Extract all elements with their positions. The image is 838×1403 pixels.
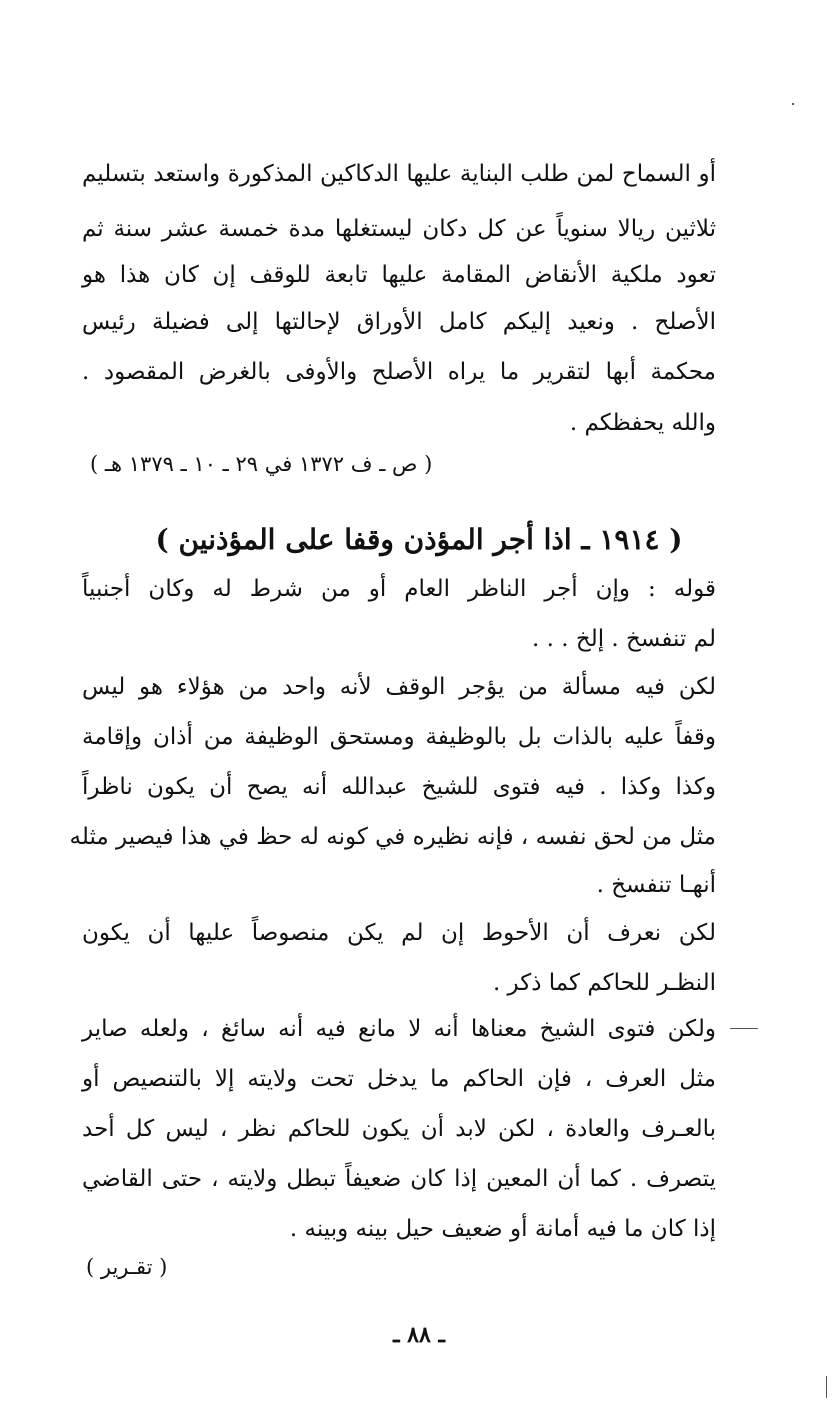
quote-line: لم تنفسخ . إلخ . . . [531, 626, 716, 652]
paragraph1-line: ثلاثين ريالا سنوياً عن كل دكان ليستغلها مدة خمسة عشر سنة ثم [82, 216, 716, 242]
paragraph2-line: مثل من لحق نفسه ، فإنه نظيره في كونه له حظ في هذا فيصير مثله [69, 824, 716, 850]
paragraph2-line: أنهـا تنفسخ . [596, 872, 716, 898]
paragraph4-line: إذا كان ما فيه أمانة أو ضعيف حيل بينه وبينه . [289, 1216, 716, 1242]
paragraph3-line: لكن نعرف أن الأحوط إن لم يكن منصوصاً عليها أن يكون [82, 920, 716, 946]
quote-line: قوله : وإن أجر الناظر العام أو من شرط له وكان أجنبياً [82, 576, 716, 602]
paragraph1-line: محكمة أبها لتقرير ما يراه الأصلح والأوفى بالغرض المقصود . [82, 359, 716, 385]
paragraph4-line: يتصرف . كما أن المعين إذا كان ضعيفاً تبطل ولايته ، حتى القاضي [82, 1166, 716, 1192]
note-label: ( تقـرير ) [86, 1255, 168, 1279]
section-heading: ( ١٩١٤ ـ اذا أجر المؤذن وقفا على المؤذنين ) [155, 523, 683, 556]
page-number: ـ ٨٨ ـ [393, 1322, 445, 1348]
paragraph1-line: والله يحفظكم . [569, 410, 716, 436]
paragraph2-line: وقفاً عليه بالذات بل بالوظيفة ومستحق الوظيفة من أذان وإقامة [82, 724, 716, 750]
paragraph1-line: أو السماح لمن طلب البناية عليها الدكاكين المذكورة واستعد بتسليم [82, 161, 716, 187]
paragraph1-line: تعود ملكية الأنقاض المقامة عليها تابعة للوقف إن كان هذا هو [82, 262, 716, 288]
paragraph1-line: الأصلح . ونعيد إليكم كامل الأوراق لإحالتها إلى فضيلة رئيس [82, 309, 716, 335]
paragraph4-line: ولكن فتوى الشيخ معناها أنه لا مانع فيه أنه سائغ ، ولعله صاير [82, 1016, 716, 1042]
source-reference: ( ص ـ ف ١٣٧٢ في ٢٩ ـ ١٠ ـ ١٣٧٩ هـ ) [90, 452, 433, 476]
scan-speck [792, 103, 794, 105]
scan-edge-mark [826, 1376, 827, 1398]
margin-mark [730, 1028, 758, 1029]
paragraph3-line: النظـر للحاكم كما ذكر . [492, 970, 716, 996]
paragraph2-line: لكن فيه مسألة من يؤجر الوقف لأنه واحد من هؤلاء هو ليس [82, 674, 716, 700]
paragraph4-line: مثل العرف ، فإن الحاكم ما يدخل تحت ولايته إلا بالتنصيص أو [82, 1066, 716, 1092]
paragraph4-line: بالعـرف والعادة ، لكن لابد أن يكون للحاكم نظر ، ليس كل أحد [82, 1116, 716, 1142]
paragraph2-line: وكذا وكذا . فيه فتوى للشيخ عبدالله أنه يصح أن يكون ناظراً [82, 774, 716, 800]
